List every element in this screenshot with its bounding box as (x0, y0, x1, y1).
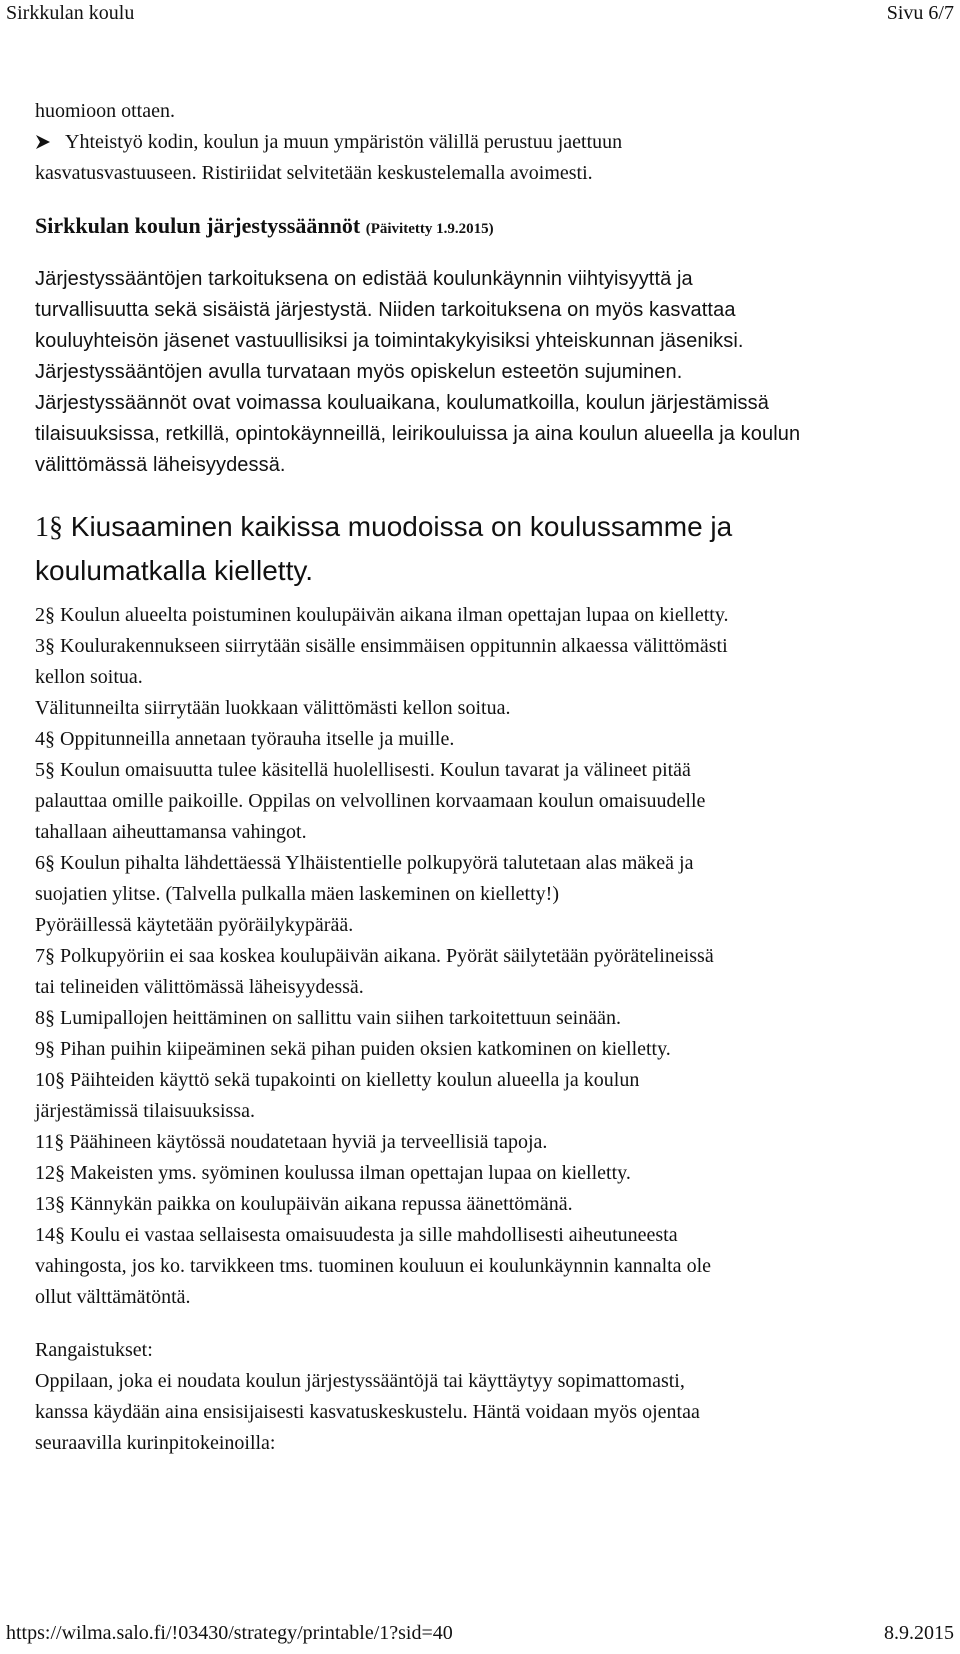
rule-line: 8§ Lumipallojen heittäminen on sallittu vain siihen tarkoitettuun seinään. (35, 1007, 621, 1029)
rule-line: palauttaa omille paikoille. Oppilas on velvollinen korvaamaan koulun omaisuudelle (35, 790, 706, 812)
rule-line: 5§ Koulun omaisuutta tulee käsitellä huolellisesti. Koulun tavarat ja välineet pitää (35, 759, 691, 781)
penalties-line: seuraavilla kurinpitokeinoilla: (35, 1432, 276, 1454)
rule-line: ollut välttämätöntä. (35, 1286, 191, 1308)
section-title (35, 211, 940, 244)
purpose-line: Järjestyssääntöjen avulla turvataan myös opiskelun esteetön sujuminen. (35, 361, 683, 383)
rule-line: 6§ Koulun pihalta lähdettäessä Ylhäistentielle polkupyörä talutetaan alas mäkeä ja (35, 852, 694, 874)
penalties-section (35, 1335, 940, 1459)
rule-1-line1: Kiusaaminen kaikissa muodoissa on koulussamme ja (70, 511, 733, 542)
rule-line: 13§ Kännykän paikka on koulupäivän aikana repussa äänettömänä. (35, 1193, 573, 1215)
rule-line: vahingosta, jos ko. tarvikkeen tms. tuominen kouluun ei koulunkäynnin kannalta ole (35, 1255, 711, 1277)
intro-bullet-text: Yhteistyö kodin, koulun ja muun ympäristön välillä perustuu jaettuun (65, 131, 623, 153)
rule-line: suojatien ylitse. (Talvella pulkalla mäen laskeminen on kielletty!) (35, 883, 559, 905)
purpose-line: tilaisuuksissa, retkillä, opintokäynneillä, leirikouluissa ja aina koulun alueella ja koulun (35, 423, 801, 445)
rule-line: 11§ Päähineen käytössä noudatetaan hyviä ja terveellisiä tapoja. (35, 1131, 548, 1153)
rule-1-number: 1§ (35, 512, 63, 543)
purpose-line: välittömässä läheisyydessä. (35, 454, 286, 476)
rule-line: 7§ Polkupyöriin ei saa koskea koulupäivän aikana. Pyörät säilytetään pyörätelineissä (35, 945, 714, 967)
rule-1 (35, 505, 940, 592)
rule-line: 14§ Koulu ei vastaa sellaisesta omaisuudesta ja sille mahdollisesti aiheutuneesta (35, 1224, 678, 1246)
footer-date: 8.9.2015 (884, 1622, 954, 1644)
penalties-heading: Rangaistukset: (35, 1339, 153, 1361)
page-footer (6, 1622, 954, 1648)
rule-line: 9§ Pihan puihin kiipeäminen sekä pihan puiden oksien katkominen on kielletty. (35, 1038, 671, 1060)
rule-line: 4§ Oppitunneilla annetaan työrauha itselle ja muille. (35, 728, 455, 750)
rule-1-line2: koulumatkalla kielletty. (35, 555, 314, 586)
arrow-bullet-icon (35, 127, 65, 158)
rule-line: järjestämissä tilaisuuksissa. (35, 1100, 255, 1122)
rule-line: 3§ Koulurakennukseen siirrytään sisälle ensimmäisen oppitunnin alkaessa välittömästi (35, 635, 728, 657)
rule-line: Välitunneilta siirrytään luokkaan välittömästi kellon soitua. (35, 697, 511, 719)
rule-line: kellon soitua. (35, 666, 143, 688)
rule-line: tahallaan aiheuttamansa vahingot. (35, 821, 307, 843)
intro-continued: huomioon ottaen. (35, 100, 175, 122)
intro-bullet (35, 127, 940, 158)
rule-line: 10§ Päihteiden käyttö sekä tupakointi on kielletty koulun alueella ja koulun (35, 1069, 640, 1091)
footer-url: https://wilma.salo.fi/!03430/strategy/printable/1?sid=40 (6, 1622, 453, 1644)
penalties-line: Oppilaan, joka ei noudata koulun järjestyssääntöjä tai käyttäytyy sopimattomasti, (35, 1370, 685, 1392)
penalties-line: kanssa käydään aina ensisijaisesti kasvatuskeskustelu. Häntä voidaan myös ojentaa (35, 1401, 700, 1423)
rules-list (35, 600, 940, 1313)
page-number: Sivu 6/7 (886, 2, 954, 24)
page-header (6, 2, 954, 28)
rule-line: Pyöräillessä käytetään pyöräilykypärää. (35, 914, 354, 936)
rule-line: 2§ Koulun alueelta poistuminen koulupäivän aikana ilman opettajan lupaa on kielletty. (35, 604, 729, 626)
purpose-line: turvallisuutta sekä sisäistä järjestystä. Niiden tarkoituksena on myös kasvattaa (35, 299, 736, 321)
document-body (35, 96, 940, 1459)
purpose-paragraph (35, 264, 940, 481)
section-updated: (Päivitetty 1.9.2015) (365, 221, 494, 237)
purpose-line: Järjestyssäännöt ovat voimassa kouluaikana, koulumatkoilla, koulun järjestämissä (35, 392, 769, 414)
purpose-line: kouluyhteisön jäsenet vastuullisiksi ja toimintakykyisiksi yhteiskunnan jäseniksi. (35, 330, 744, 352)
section-title-text: Sirkkulan koulun järjestyssäännöt (35, 213, 361, 238)
rule-line: tai telineiden välittömässä läheisyydessä. (35, 976, 364, 998)
header-title: Sirkkulan koulu (6, 2, 135, 24)
purpose-line: Järjestyssääntöjen tarkoituksena on edistää koulunkäynnin viihtyisyyttä ja (35, 268, 693, 290)
penalties-paragraph (35, 1366, 940, 1459)
intro-bullet-cont: kasvatusvastuuseen. Ristiriidat selvitetään keskustelemalla avoimesti. (35, 162, 593, 184)
rule-line: 12§ Makeisten yms. syöminen koulussa ilman opettajan lupaa on kielletty. (35, 1162, 631, 1184)
